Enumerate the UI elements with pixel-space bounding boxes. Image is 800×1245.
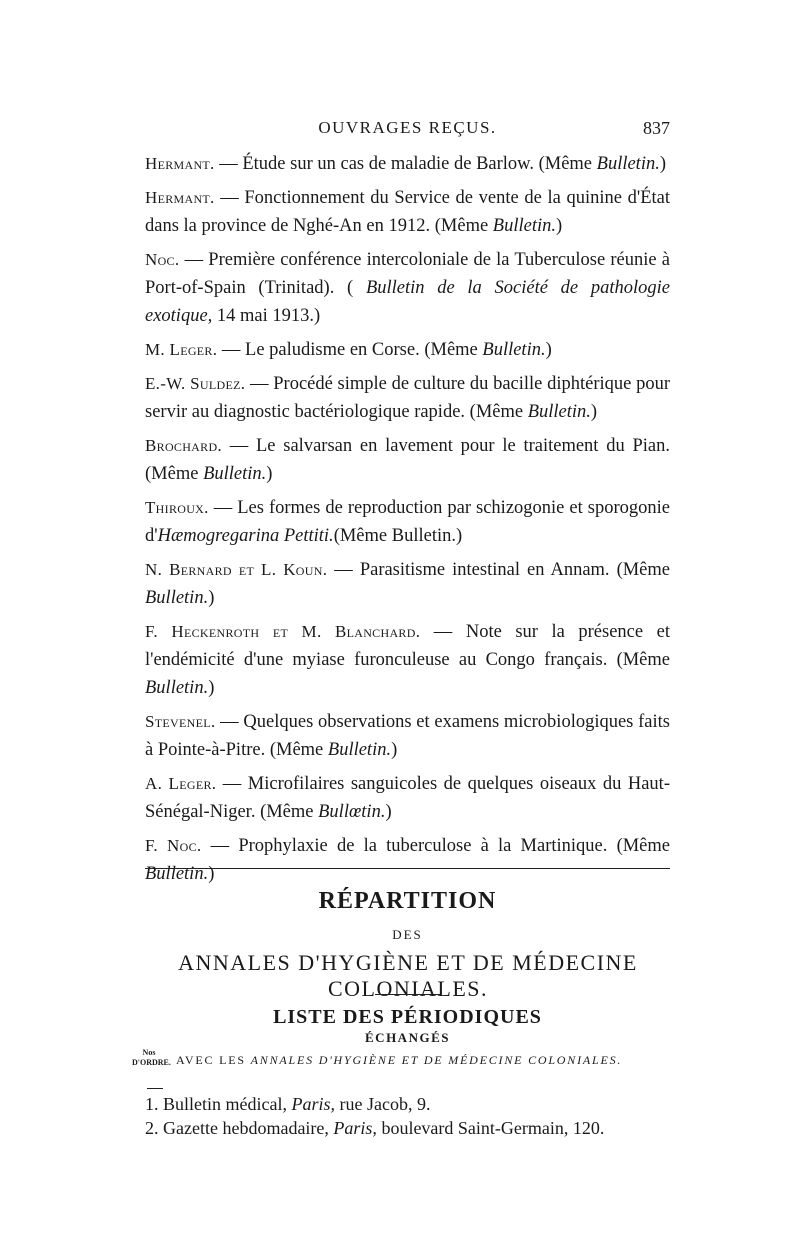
- entry-tail: ): [545, 340, 552, 360]
- entry-source: Bulletin.: [145, 678, 209, 698]
- entry-author: F. Noc.: [145, 836, 202, 855]
- entry: [145, 556, 670, 612]
- list-title: LISTE DES PÉRIODIQUES: [273, 1006, 542, 1028]
- entry-text: — Première conférence intercoloniale de la Tuberculose réunie à Port-of-Spain (Trinitad). (: [145, 250, 670, 298]
- entry-source: Bulletin.: [596, 154, 660, 174]
- entry-source: Bulletin de la Société de pathologie exotique,: [145, 278, 670, 326]
- entry: [145, 832, 670, 888]
- entry-tail: (Même Bulletin.): [333, 526, 463, 546]
- entry-text: — Parasitisme intestinal en Annam. (Même: [327, 560, 670, 580]
- entry-source: Hæmogregarina Pettiti.: [157, 526, 334, 546]
- entry: [145, 246, 670, 330]
- entry-text: — Note sur la présence et l'endémicité d'une myiase furonculeuse au Congo français. (Même: [145, 622, 670, 670]
- entry: [145, 770, 670, 826]
- item-name: Bulletin médical,: [163, 1094, 292, 1114]
- entry-text: — Étude sur un cas de maladie de Barlow. (Même: [214, 154, 597, 174]
- entry-author: M. Leger.: [145, 340, 218, 359]
- item-address: rue Jacob, 9.: [335, 1094, 431, 1114]
- received-works-list: [145, 150, 670, 894]
- entry-tail: ): [208, 864, 215, 884]
- order-number-header: [132, 1048, 171, 1068]
- entry-source: Bulletin.: [145, 588, 209, 608]
- entry-tail: ): [385, 802, 392, 822]
- item-number: 2.: [145, 1118, 159, 1138]
- entry-tail: ): [208, 678, 215, 698]
- entry-author: Hermant.: [145, 154, 215, 173]
- entry-text: — Le paludisme en Corse. (Même: [217, 340, 483, 360]
- entry-author: N. Bernard et L. Koun.: [145, 560, 328, 579]
- entry-source: Bullœtin.: [318, 802, 386, 822]
- entry-author: F. Heckenroth et M. Blanchard.: [145, 622, 421, 641]
- entry: [145, 708, 670, 764]
- entry: [145, 370, 670, 426]
- entry-tail: ): [266, 464, 273, 484]
- exchange-label-title: ANNALES D'HYGIÈNE ET DE MÉDECINE COLONIALES.: [250, 1053, 623, 1067]
- entry: [145, 150, 670, 178]
- entry: [145, 494, 670, 550]
- entry-text: — Microfilaires sanguicoles de quelques oiseaux du Haut-Sénégal-Niger. (Même: [145, 774, 670, 822]
- list-item: [145, 1116, 670, 1140]
- exchange-label-prefix: AVEC LES: [176, 1053, 251, 1067]
- entry-text: — Quelques observations et examens microbiologiques faits à Pointe-à-Pitre. (Même: [145, 712, 670, 760]
- exchange-column-label: [176, 1053, 622, 1068]
- entry-tail: ): [208, 588, 215, 608]
- entry-source: Bulletin.: [527, 402, 591, 422]
- entry: [145, 432, 670, 488]
- running-title: OUVRAGES REÇUS.: [318, 118, 497, 137]
- page-number: 837: [643, 118, 670, 138]
- entry-tail: ): [556, 216, 563, 236]
- list-item: [145, 1092, 670, 1116]
- entry-text: — Fonctionnement du Service de vente de la quinine d'État dans la province de Nghé-An en 1912. (Même: [145, 188, 670, 236]
- item-address: boulevard Saint-Germain, 120.: [376, 1118, 605, 1138]
- item-city: Paris,: [333, 1118, 377, 1138]
- section-divider: [145, 868, 670, 869]
- entry-text: — Les formes de reproduction par schizogonie et sporogonie d': [145, 498, 670, 546]
- section-title: RÉPARTITION: [318, 888, 497, 914]
- entry-tail: ): [659, 154, 667, 174]
- order-number-header-line1: Nos: [142, 1048, 156, 1057]
- entry-author: Noc.: [145, 250, 180, 269]
- item-number: 1.: [145, 1094, 159, 1114]
- item-city: Paris,: [291, 1094, 335, 1114]
- entry: [145, 184, 670, 240]
- entry-source: Bulletin.: [203, 464, 267, 484]
- entry: [145, 336, 670, 364]
- column-header: [132, 1048, 677, 1084]
- section-des: DES: [392, 927, 423, 942]
- entry: [145, 618, 670, 702]
- entry-source: Bulletin.: [145, 864, 209, 884]
- entry-author: Brochard.: [145, 436, 222, 455]
- list-subtitle: ÉCHANGÉS: [365, 1030, 450, 1045]
- entry-tail: 14 mai 1913.): [212, 306, 321, 326]
- subtitle-divider: [375, 994, 440, 995]
- entry-author: E.-W. Suldez.: [145, 374, 246, 393]
- entry-text: — Prophylaxie de la tuberculose à la Martinique. (Même: [201, 836, 670, 856]
- entry-text: — Procédé simple de culture du bacille diphtérique pour servir au diagnostic bactériologique rapide. (Même: [145, 374, 670, 422]
- entry-author: Hermant.: [145, 188, 215, 207]
- entry-source: Bulletin.: [492, 216, 556, 236]
- order-number-header-line2: D'ORDRE.: [132, 1058, 171, 1067]
- entry-tail: ): [391, 740, 398, 760]
- entry-text: — Le salvarsan en lavement pour le traitement du Pian. (Même: [145, 436, 670, 484]
- periodicals-list: [145, 1092, 670, 1140]
- entry-author: Thiroux.: [145, 498, 209, 517]
- section-subtitle: ANNALES D'HYGIÈNE ET DE MÉDECINE COLONIALES.: [178, 950, 638, 1001]
- running-head: [145, 118, 670, 142]
- item-name: Gazette hebdomadaire,: [163, 1118, 334, 1138]
- number-column-rule: [147, 1088, 163, 1089]
- entry-tail: ): [590, 402, 598, 422]
- entry-source: Bulletin.: [482, 340, 546, 360]
- entry-source: Bulletin.: [327, 740, 392, 760]
- entry-author: A. Leger.: [145, 774, 217, 793]
- entry-author: Stevenel.: [145, 712, 216, 731]
